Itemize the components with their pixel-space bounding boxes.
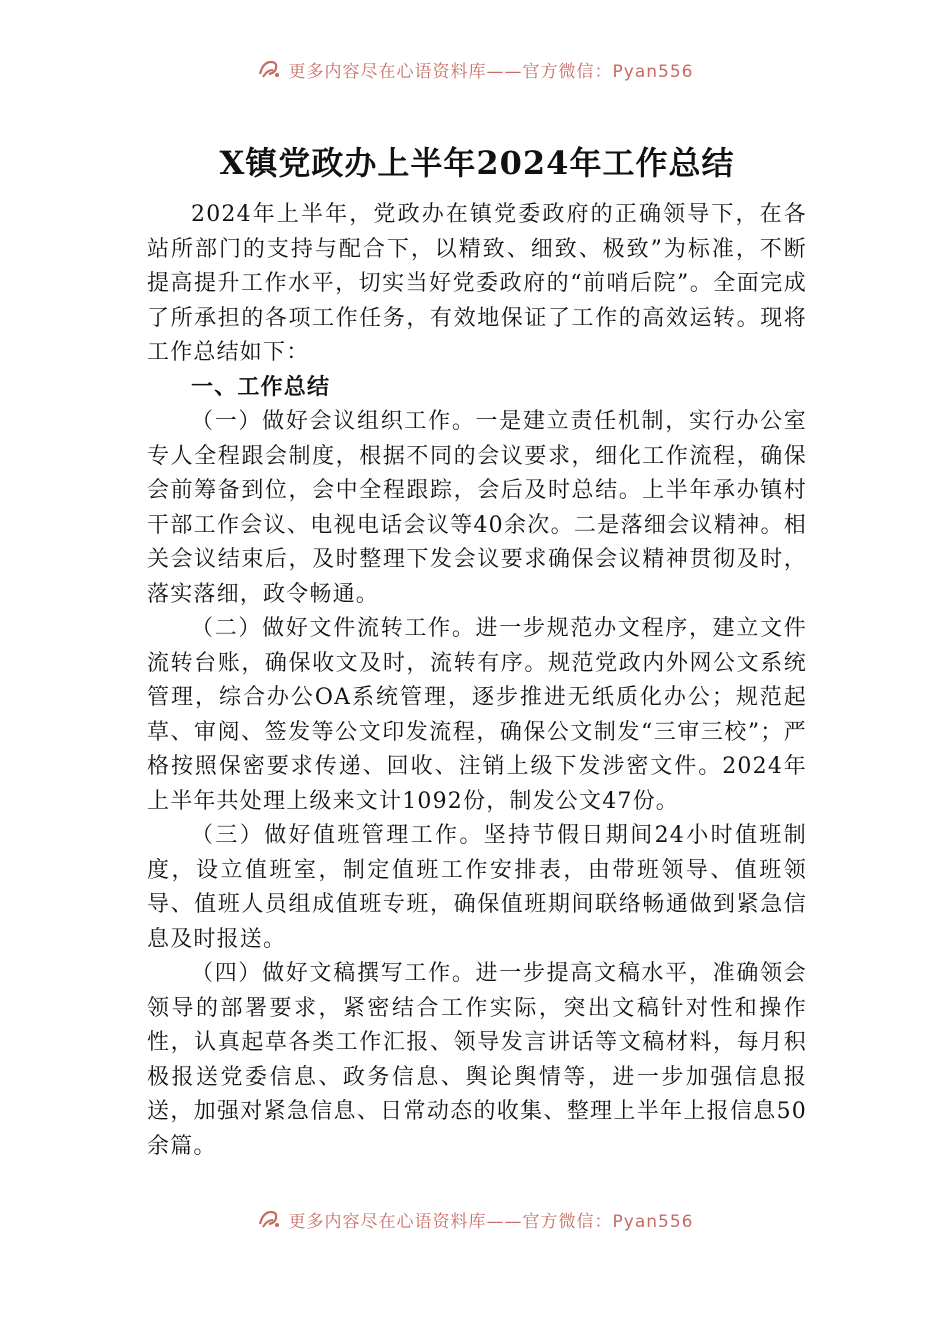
watermark-footer [0,1206,950,1232]
brand-logo-icon [257,1208,281,1230]
section-heading: 一、工作总结 [191,374,331,400]
document-title: X镇党政办上半年2024年工作总结 [219,144,735,182]
paragraph-meetings: （一）做好会议组织工作。一是建立责任机制，实行办公室专人全程跟会制度，根据不同的会议要求，细化工作流程，确保会前筹备到位，会中全程跟踪，会后及时总结。上半年承办镇村干部工作会议、电视电话会议等40余次。二是落细会议精神。相关会议结束后，及时整理下发会议要求确保会议精神贯彻及时，落实落细，政令畅通。 [147,409,807,607]
paragraph-documents: （二）做好文件流转工作。进一步规范办文程序，建立文件流转台账，确保收文及时，流转有序。规范党政内外网公文系统管理，综合办公OA系统管理，逐步推进无纸质化办公；规范起草、审阅、签发等公文印发流程，确保公文制发“三审三校”；严格按照保密要求传递、回收、注销上级下发涉密文件。2024年上半年共处理上级来文计1092份，制发公文47份。 [147,616,807,814]
intro-paragraph: 2024年上半年，党政办在镇党委政府的正确领导下，在各站所部门的支持与配合下，以精致、细致、极致”为标准，不断提高提升工作水平，切实当好党委政府的“前哨后院”。全面完成了所承担的各项工作任务，有效地保证了工作的高效运转。现将工作总结如下： [147,202,807,365]
watermark-header [0,56,950,82]
brand-logo-icon [257,58,281,80]
paragraph-writing: （四）做好文稿撰写工作。进一步提高文稿水平，准确领会领导的部署要求，紧密结合工作实际，突出文稿针对性和操作性，认真起草各类工作汇报、领导发言讲话等文稿材料，每月积极报送党委信息、政务信息、舆论舆情等，进一步加强信息报送，加强对紧急信息、日常动态的收集、整理上半年上报信息50余篇。 [147,961,807,1159]
watermark-text: 更多内容尽在心语资料库——官方微信：Pyan556 [288,1211,694,1232]
watermark-text: 更多内容尽在心语资料库——官方微信：Pyan556 [288,61,694,82]
paragraph-duty: （三）做好值班管理工作。坚持节假日期间24小时值班制度，设立值班室，制定值班工作安排表，由带班领导、值班领导、值班人员组成值班专班，确保值班期间联络畅通做到紧急信息及时报送。 [147,823,807,952]
document-page [147,140,807,1164]
